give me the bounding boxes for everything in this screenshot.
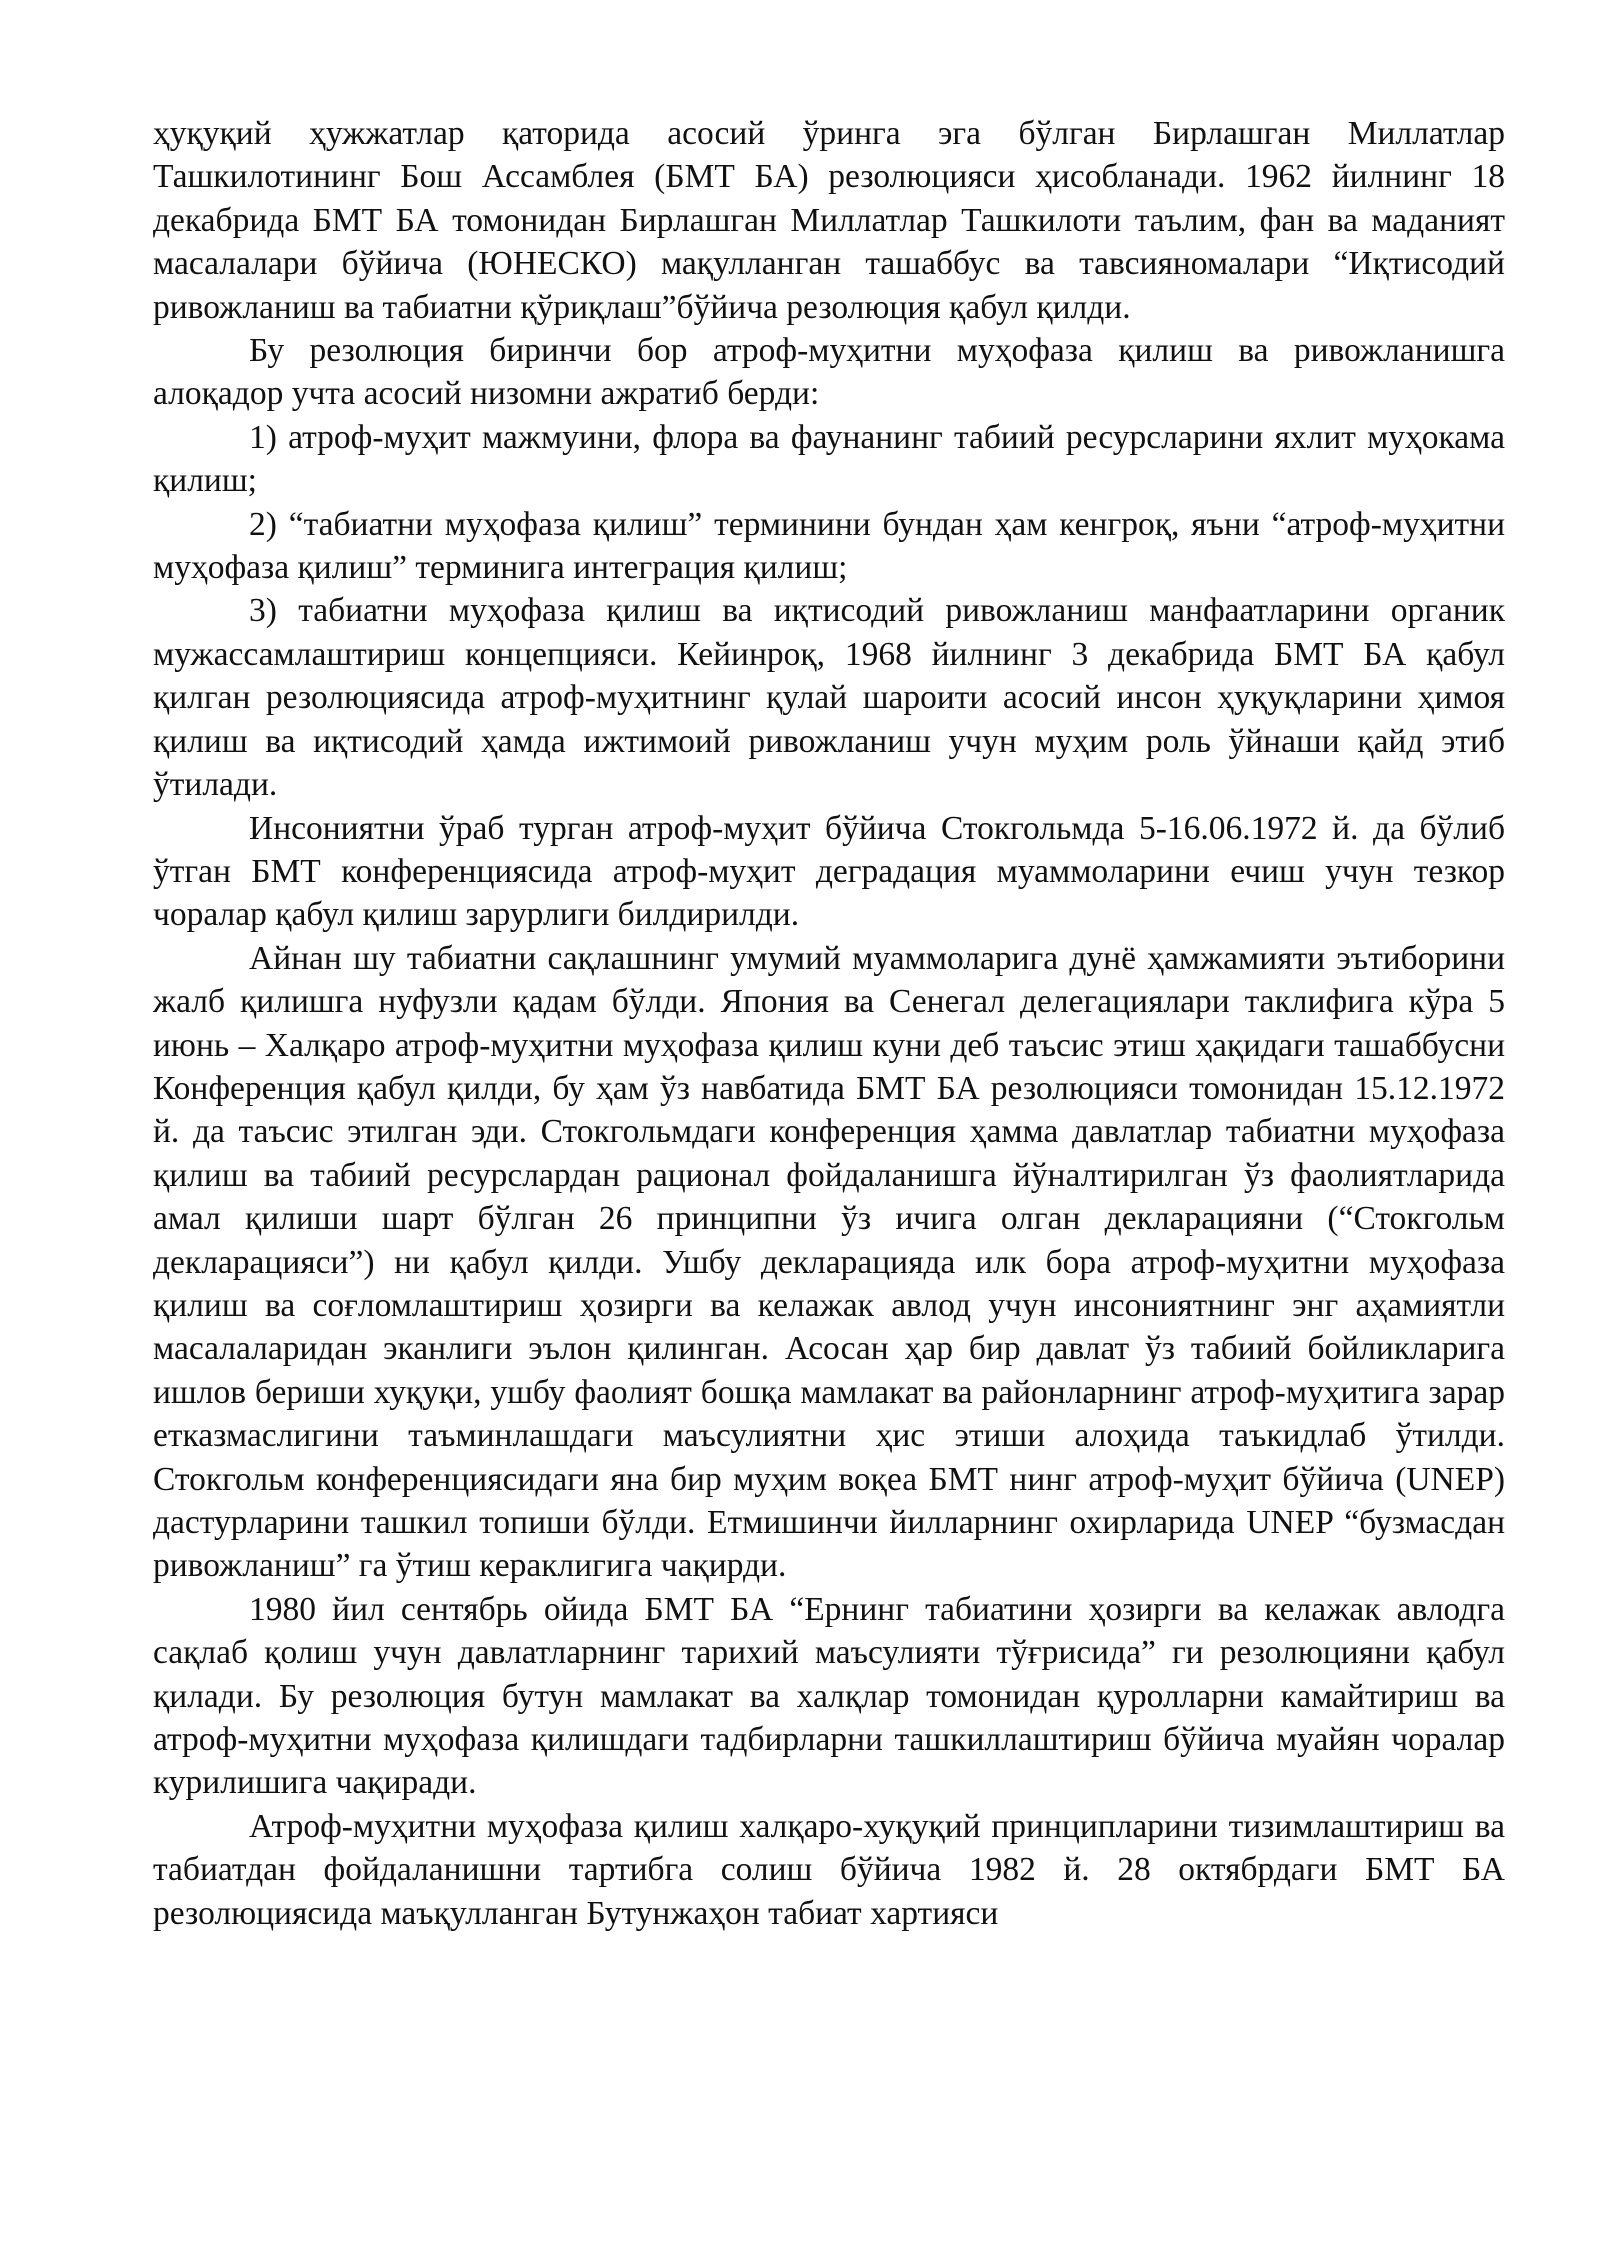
document-page: [153, 112, 1505, 1935]
paragraph-resolution-1980: 1980 йил сентябрь ойида БМТ БА “Ернинг табиатини ҳозирги ва келажак авлодга сақлаб қолиш учун давлатларнинг тарихий маъсулияти тўғрисида” ги резолюцияни қабул қилади. Бу резолюция бутун мамлакат ва халқлар томонидан қуролларни камайтириш ва атроф-муҳитни муҳофаза қилишдаги тадбирларни ташкиллаштириш бўйича муайян чоралар курилишига чақиради.: [153, 1590, 1505, 1802]
paragraph-stockholm-declaration: Айнан шу табиатни сақлашнинг умумий муаммоларига дунё ҳамжамияти эътиборини жалб қилишга нуфузли қадам бўлди. Япония ва Сенегал делегациялари таклифига кўра 5 июнь – Халқаро атроф-муҳитни муҳофаза қилиш куни деб таъсис этиш ҳақидаги ташаббусни Конференция қабул қилди, бу ҳам ўз навбатида БМТ БА резолюцияси томонидан 15.12.1972 й. да таъсис этилган эди. Стокгольмдаги конференция ҳамма давлатлар табиатни муҳофаза қилиш ва табиий ресурслардан рационал фойдаланишга йўналтирилган ўз фаолиятларида амал қилиши шарт бўлган 26 принципни ўз ичига олган декларацияни (“Стокгольм декларацияси”) ни қабул қилди. Ушбу декларацияда илк бора атроф-муҳитни муҳофаза қилиш ва соғломлаштириш ҳозирги ва келажак авлод учун инсониятнинг энг аҳамиятли масалаларидан эканлиги эълон қилинган. Асосан ҳар бир давлат ўз табиий бойликларига ишлов бериши хуқуқи, ушбу фаолият бошқа мамлакат ва районларнинг атроф-муҳитига зарар етказмаслигини таъминлашдаги маъсулиятни ҳис этиши алоҳида таъкидлаб ўтилди. Стокгольм конференциясидаги яна бир муҳим воқеа БМТ нинг атроф-муҳит бўйича (UNEP) дастурларини ташкил топиши бўлди. Етмишинчи йилларнинг охирларида UNEP “бузмасдан ривожланиш” га ўтиш кераклигига чақирди.: [153, 939, 1505, 1585]
paragraph-principle-1: 1) атроф-муҳит мажмуини, флора ва фаунанинг табиий ресурсларини яхлит муҳокама қилиш;: [153, 418, 1505, 500]
paragraph-stockholm-conference: Инсониятни ўраб турган атроф-муҳит бўйича Стокгольмда 5-16.06.1972 й. да бўлиб ўтган БМТ конференциясида атроф-муҳит деградация муаммоларини ечиш учун тезкор чоралар қабул қилиш зарурлиги билдирилди.: [153, 809, 1505, 934]
paragraph-three-principles-intro: Бу резолюция биринчи бор атроф-муҳитни муҳофаза қилиш ва ривожланишга алоқадор учта асосий низомни ажратиб берди:: [153, 332, 1505, 413]
paragraph-principle-2: 2) “табиатни муҳофаза қилиш” терминини бундан ҳам кенгроқ, яъни “атроф-муҳитни муҳофаза қилиш” терминига интеграция қилиш;: [153, 505, 1505, 587]
paragraph-principle-3: 3) табиатни муҳофаза қилиш ва иқтисодий ривожланиш манфаатларини органик мужассамлаштириш концепцияси. Кейинроқ, 1968 йилнинг 3 декабрида БМТ БА қабул қилган резолюциясида атроф-муҳитнинг қулай шароити асосий инсон ҳуқуқларини ҳимоя қилиш ва иқтисодий ҳамда ижтимоий ривожланиш учун муҳим роль ўйнаши қайд этиб ўтилади.: [153, 592, 1505, 804]
paragraph-un-ga-resolution-1962: ҳуқуқий ҳужжатлар қаторида асосий ўринга эга бўлган Бирлашган Миллатлар Ташкилотининг Бош Ассамблея (БМТ БА) резолюцияси ҳисобланади. 1962 йилнинг 18 декабрида БМТ БА томонидан Бирлашган Миллатлар Ташкилоти таълим, фан ва маданият масалалари бўйича (ЮНЕСКО) мақулланган ташаббус ва тавсияномалари “Иқтисодий ривожланиш ва табиатни қўриқлаш”бўйича резолюция қабул қилди.: [153, 115, 1505, 326]
paragraph-world-charter-for-nature: Атроф-муҳитни муҳофаза қилиш халқаро-хуқуқий принципларини тизимлаштириш ва табиатдан фойдаланишни тартибга солиш бўйича 1982 й. 28 октябрдаги БМТ БА резолюциясида маъқулланган Бутунжаҳон табиат хартияси: [153, 1807, 1505, 1932]
